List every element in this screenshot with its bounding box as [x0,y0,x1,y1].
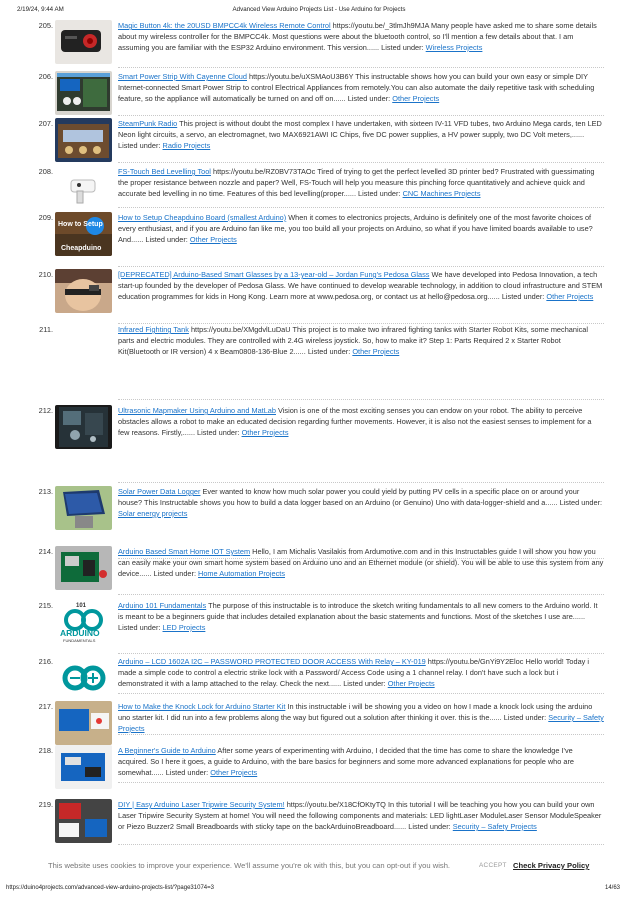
project-category-link[interactable]: Radio Projects [162,141,211,150]
project-body: Hello, I am Michalis Vasilakis from Ardumotive.com and in this Instructables guide I will show you how you can easily make your own smart home system based on Arduino uno and an Ethernet module (or shield). You will be able to use this system from any device...... [118,547,604,578]
project-category-link[interactable]: CNC Machines Projects [402,189,481,198]
project-category-link[interactable]: Other Projects [241,428,289,437]
svg-text:Cheapduino: Cheapduino [61,245,102,252]
project-number: 210. [38,270,53,279]
project-description [118,600,604,633]
listed-under-label: Listed under: [343,679,386,688]
project-title-link[interactable]: How to Make the Knock Lock for Arduino Starter Kit [118,702,286,711]
project-thumbnail[interactable] [55,600,112,644]
project-body: When it comes to electronics projects, Arduino is definitely one of the most favorite choices of every enthusiast, and if you are Arduino fan like me, you too build all your projects on Arduino, so what if you have limited boards available to use? And...... [118,213,593,244]
item-divider [118,734,604,735]
project-number: 206. [38,72,53,81]
thumb-label-top: 101 [76,603,87,609]
project-title-link[interactable]: [DEPRECATED] Arduino-Based Smart Glasses by a 13-year-old – Jordan Fung's Pedosa Glass [118,270,430,279]
listed-under-label: Listed under: [307,347,351,356]
project-number: 213. [38,487,53,496]
project-title-link[interactable]: Arduino – LCD 1602A I2C – PASSWORD PROTECTED DOOR ACCESS With Relay – KY-019 [118,657,426,666]
project-description [118,486,604,519]
project-thumbnail[interactable] [55,212,112,256]
project-item [0,402,638,482]
project-title-link[interactable]: Magic Button 4k: the 20USD BMPCC4k Wireless Remote Control [118,21,331,30]
project-category-link[interactable]: Solar energy projects [118,509,188,518]
project-item [0,796,638,844]
project-body: https://youtu.be/_3tlmJh9MJA Many people have asked me to share some details about my wireless controller for the BMPCC4k. Most questions were about the bluetooth control, so I'll mention a few details about that. I am assuming you are familiar with the ESP32 Arduino environment. This version...... [118,21,597,52]
project-thumbnail[interactable] [55,486,112,530]
project-title-link[interactable]: DIY | Easy Arduino Laser Tripwire Security System! [118,800,285,809]
project-item [0,653,638,693]
project-body: Vision is one of the most exciting senses you can endow on your robot. The ability to perceive obstacles allows a robot to make an educated decision regarding further movements. However, it is also not the easiest senses to implement for a few reasons. Firstly,...... [118,406,592,437]
project-title-link[interactable]: How to Setup Cheapduino Board (smallest Arduino) [118,213,287,222]
project-description [118,118,604,151]
project-number: 216. [38,657,53,666]
print-header [0,0,638,16]
project-category-link[interactable]: Other Projects [546,292,594,301]
item-divider [118,594,604,595]
project-thumbnail[interactable] [55,701,112,745]
project-number: 211. [39,325,53,334]
privacy-policy-link[interactable]: Check Privacy Policy [513,861,590,870]
cookie-bar [0,859,638,875]
project-body: Ever wanted to know how much solar power you could yield by putting PV cells in a specific place on or around your house? This Instructable shows you how to build a data logger based on an Arduino (or Genuino) Uno with data-logger-shield and a...... [118,487,580,507]
project-item [0,115,638,162]
project-thumbnail[interactable] [55,656,112,700]
thumb-label-main: ARDUINO [60,628,100,638]
project-title-link[interactable]: A Beginner's Guide to Arduino [118,746,216,755]
listed-under-label: Listed under: [559,498,603,507]
project-item [0,266,638,323]
project-item [0,163,638,207]
listed-under-label: Listed under: [145,235,188,244]
project-description [118,212,604,245]
project-number: 215. [38,601,53,610]
project-description [118,269,604,302]
project-thumbnail[interactable] [55,118,112,162]
listed-under-label: Listed under: [501,292,545,301]
listed-under-label: Listed under: [118,623,161,632]
project-category-link[interactable]: Home Automation Projects [198,569,285,578]
thumb-label-sub: FUNDAMENTALS [63,638,96,643]
project-title-link[interactable]: FS-Touch Bed Levelling Tool [118,167,211,176]
project-item [0,68,638,115]
project-thumbnail[interactable] [55,405,112,449]
project-description [118,799,604,832]
project-thumbnail[interactable] [55,799,112,843]
project-title-link[interactable]: Arduino 101 Fundamentals [118,601,207,610]
item-divider [118,399,604,400]
project-category-link[interactable]: LED Projects [162,623,206,632]
project-category-link[interactable]: Wireless Projects [425,43,483,52]
project-category-link[interactable]: Other Projects [352,347,400,356]
project-body: We have developed into Pedosa Innovation, a tech start-up founded by the developer of Pedosa Glass. We have continued to develop wearable technology, in addition to cloud infrastructure and STEM education programmes for kids in Hong Kong. Learn more at www.pedosa.org, or contact us at hello@pedosa.org...... [118,270,603,301]
project-number: 219. [38,800,53,809]
project-title-link[interactable]: Ultrasonic Mapmaker Using Arduino and MatLab [118,406,276,415]
item-divider [118,693,604,694]
listed-under-label: Listed under: [347,94,391,103]
project-thumbnail[interactable] [55,166,112,210]
project-description [118,656,604,689]
project-description [118,324,604,357]
project-category-link[interactable]: Other Projects [392,94,440,103]
item-divider [118,782,604,783]
item-divider [118,207,604,208]
print-footer [0,883,638,897]
project-category-link[interactable]: Other Projects [210,768,258,777]
project-item [0,321,638,399]
project-body: After some years of experimenting with Arduino, I decided that the time has come to share the knowledge I've acquired. So I here it goes, a guide to Arduino, with the bare basics for beginners and some more advanced explanations for people who are somewhat...... [118,746,575,777]
project-title-link[interactable]: SteamPunk Radio [118,119,178,128]
project-thumbnail[interactable] [55,745,112,789]
project-description [118,405,604,438]
listed-under-label: Listed under: [197,428,240,437]
project-thumbnail[interactable] [55,269,112,313]
project-thumbnail[interactable] [55,546,112,590]
project-item [0,209,638,266]
project-thumbnail[interactable] [55,20,112,64]
project-item [0,17,638,67]
print-page-counter: 14/63 [604,885,620,891]
project-body: https://youtu.be/GnYi9Y2Eloc Hello world! Today i made a simple code to control a electric strike lock with a Password/ Access Code using a 1 channel relay. I don't have such a lock but i demonstrated it with a lamp attached to the relay. Check the next...... [118,657,590,688]
project-number: 207. [38,119,53,128]
project-body: The purpose of this instructable is to introduce the sketch writing fundamentals to all new comers to the Arduino world. It is meant to be a beginners guide that includes detailed explanation about the basic statements and functions. Most of the sketches I use are...... [118,601,598,621]
project-body: In this instructable i will be showing you a video on how I made a knock lock using the arduino uno starter kit. I did run into a few problems along the way but figured out a solution after thinking it over. this is the...... [118,702,593,722]
project-body: https://youtu.be/X18CfOKtyTQ In this tutorial I will be teaching you how you can build your own Laser Tripwire Security System at home! You will need the following components and materials: LED lightLaser ModuleLaser Sensor ModuleSpeaker or Piezo Buzzer2 Small Breadboards with sticky tape on the backArduinoBreadboard...... [118,800,602,831]
project-number: 214. [38,547,53,556]
project-body: https://youtu.be/RZ0BV73TAOc Tired of trying to get the perfect levelled 3D printer bed? Frustrated with guessimating the proper resistance between nozzle and paper? Well, FS-Touch will help you measure this pinching force quantitatively and achieve quick and accurate bed levelling in no time. Features of this bed levelling(proper...... [118,167,595,198]
print-page-title: Advanced View Arduino Projects List - Use Arduino for Projects [232,6,406,13]
cookie-accept-button[interactable]: ACCEPT [479,861,507,869]
item-divider [118,844,604,845]
project-description [118,546,604,579]
project-description [118,701,604,734]
project-number: 218. [38,746,53,755]
project-title-link[interactable]: Solar Power Data Logger [118,487,201,496]
project-thumbnail[interactable] [55,71,112,115]
project-item [0,597,638,653]
project-number: 205. [38,21,53,30]
project-body: https://youtu.be/XMgdvlLuDaU This project is to make two infrared fighting tanks with Starter Robot Kits, some mechanical parts and electric modules. They are controlled with 2.4G wireless joystick. So, how to make it? Step 1: Parts Required 2 x Starter Robot Kit(Bluetooth or IR version) 4 x Beam0808-136-Blue 2...... [118,325,588,356]
project-category-link[interactable]: Security – Safety Projects [452,822,537,831]
project-title-link[interactable]: Smart Power Strip With Cayenne Cloud [118,72,247,81]
project-title-link[interactable]: Infrared Fighting Tank [118,325,189,334]
project-category-link[interactable]: Other Projects [387,679,435,688]
project-body: This project is without doubt the most complex I have undertaken, with sixteen IV-11 VFD tubes, two Arduino Mega cards, ten LED Neon light circuits, a servo, an electromagnet, two MAX6921AWI IC Chips, five DC power supplies, a HV power supply, two DC Volt meters,...... [118,119,602,139]
project-category-link[interactable]: Security – Safety Projects [118,713,604,733]
listed-under-label: Listed under: [408,822,451,831]
project-number: 208. [38,167,53,176]
listed-under-label: Listed under: [503,713,547,722]
project-number: 209. [38,213,53,222]
listed-under-label: Listed under: [358,189,401,198]
listed-under-label: Listed under: [381,43,424,52]
project-body: https://youtu.be/uXSMAoU3B6Y This instructable shows how you can build your own easy or simple DIY Internet-connected Smart Power Strip to control Electrical Appliances from remotely.You can also automate the daily repetitive task with scheduling feature, so the appliance will automatically be turned on and off on...... [118,72,595,103]
project-title-link[interactable]: Arduino Based Smart Home IOT System [118,547,251,556]
cookie-message: This website uses cookies to improve your experience. We'll assume you're ok with this, but you can opt-out if you wish. [48,861,451,870]
listed-under-label: Listed under: [153,569,196,578]
print-datetime: 2/19/24, 9:44 AM [17,6,64,13]
listed-under-label: Listed under: [118,141,161,150]
project-item [0,543,638,594]
project-description [118,71,604,104]
project-number: 212. [38,406,53,415]
project-item [0,742,638,782]
print-url: https://duino4projects.com/advanced-view-arduino-projects-list/?page31074=3 [6,885,214,891]
project-category-link[interactable]: Other Projects [189,235,237,244]
project-description [118,745,604,778]
project-description [118,166,604,199]
listed-under-label: Listed under: [165,768,209,777]
project-description [118,20,604,53]
project-number: 217. [38,702,53,711]
svg-text:How to Setup: How to Setup [58,221,103,228]
project-item [0,698,638,734]
